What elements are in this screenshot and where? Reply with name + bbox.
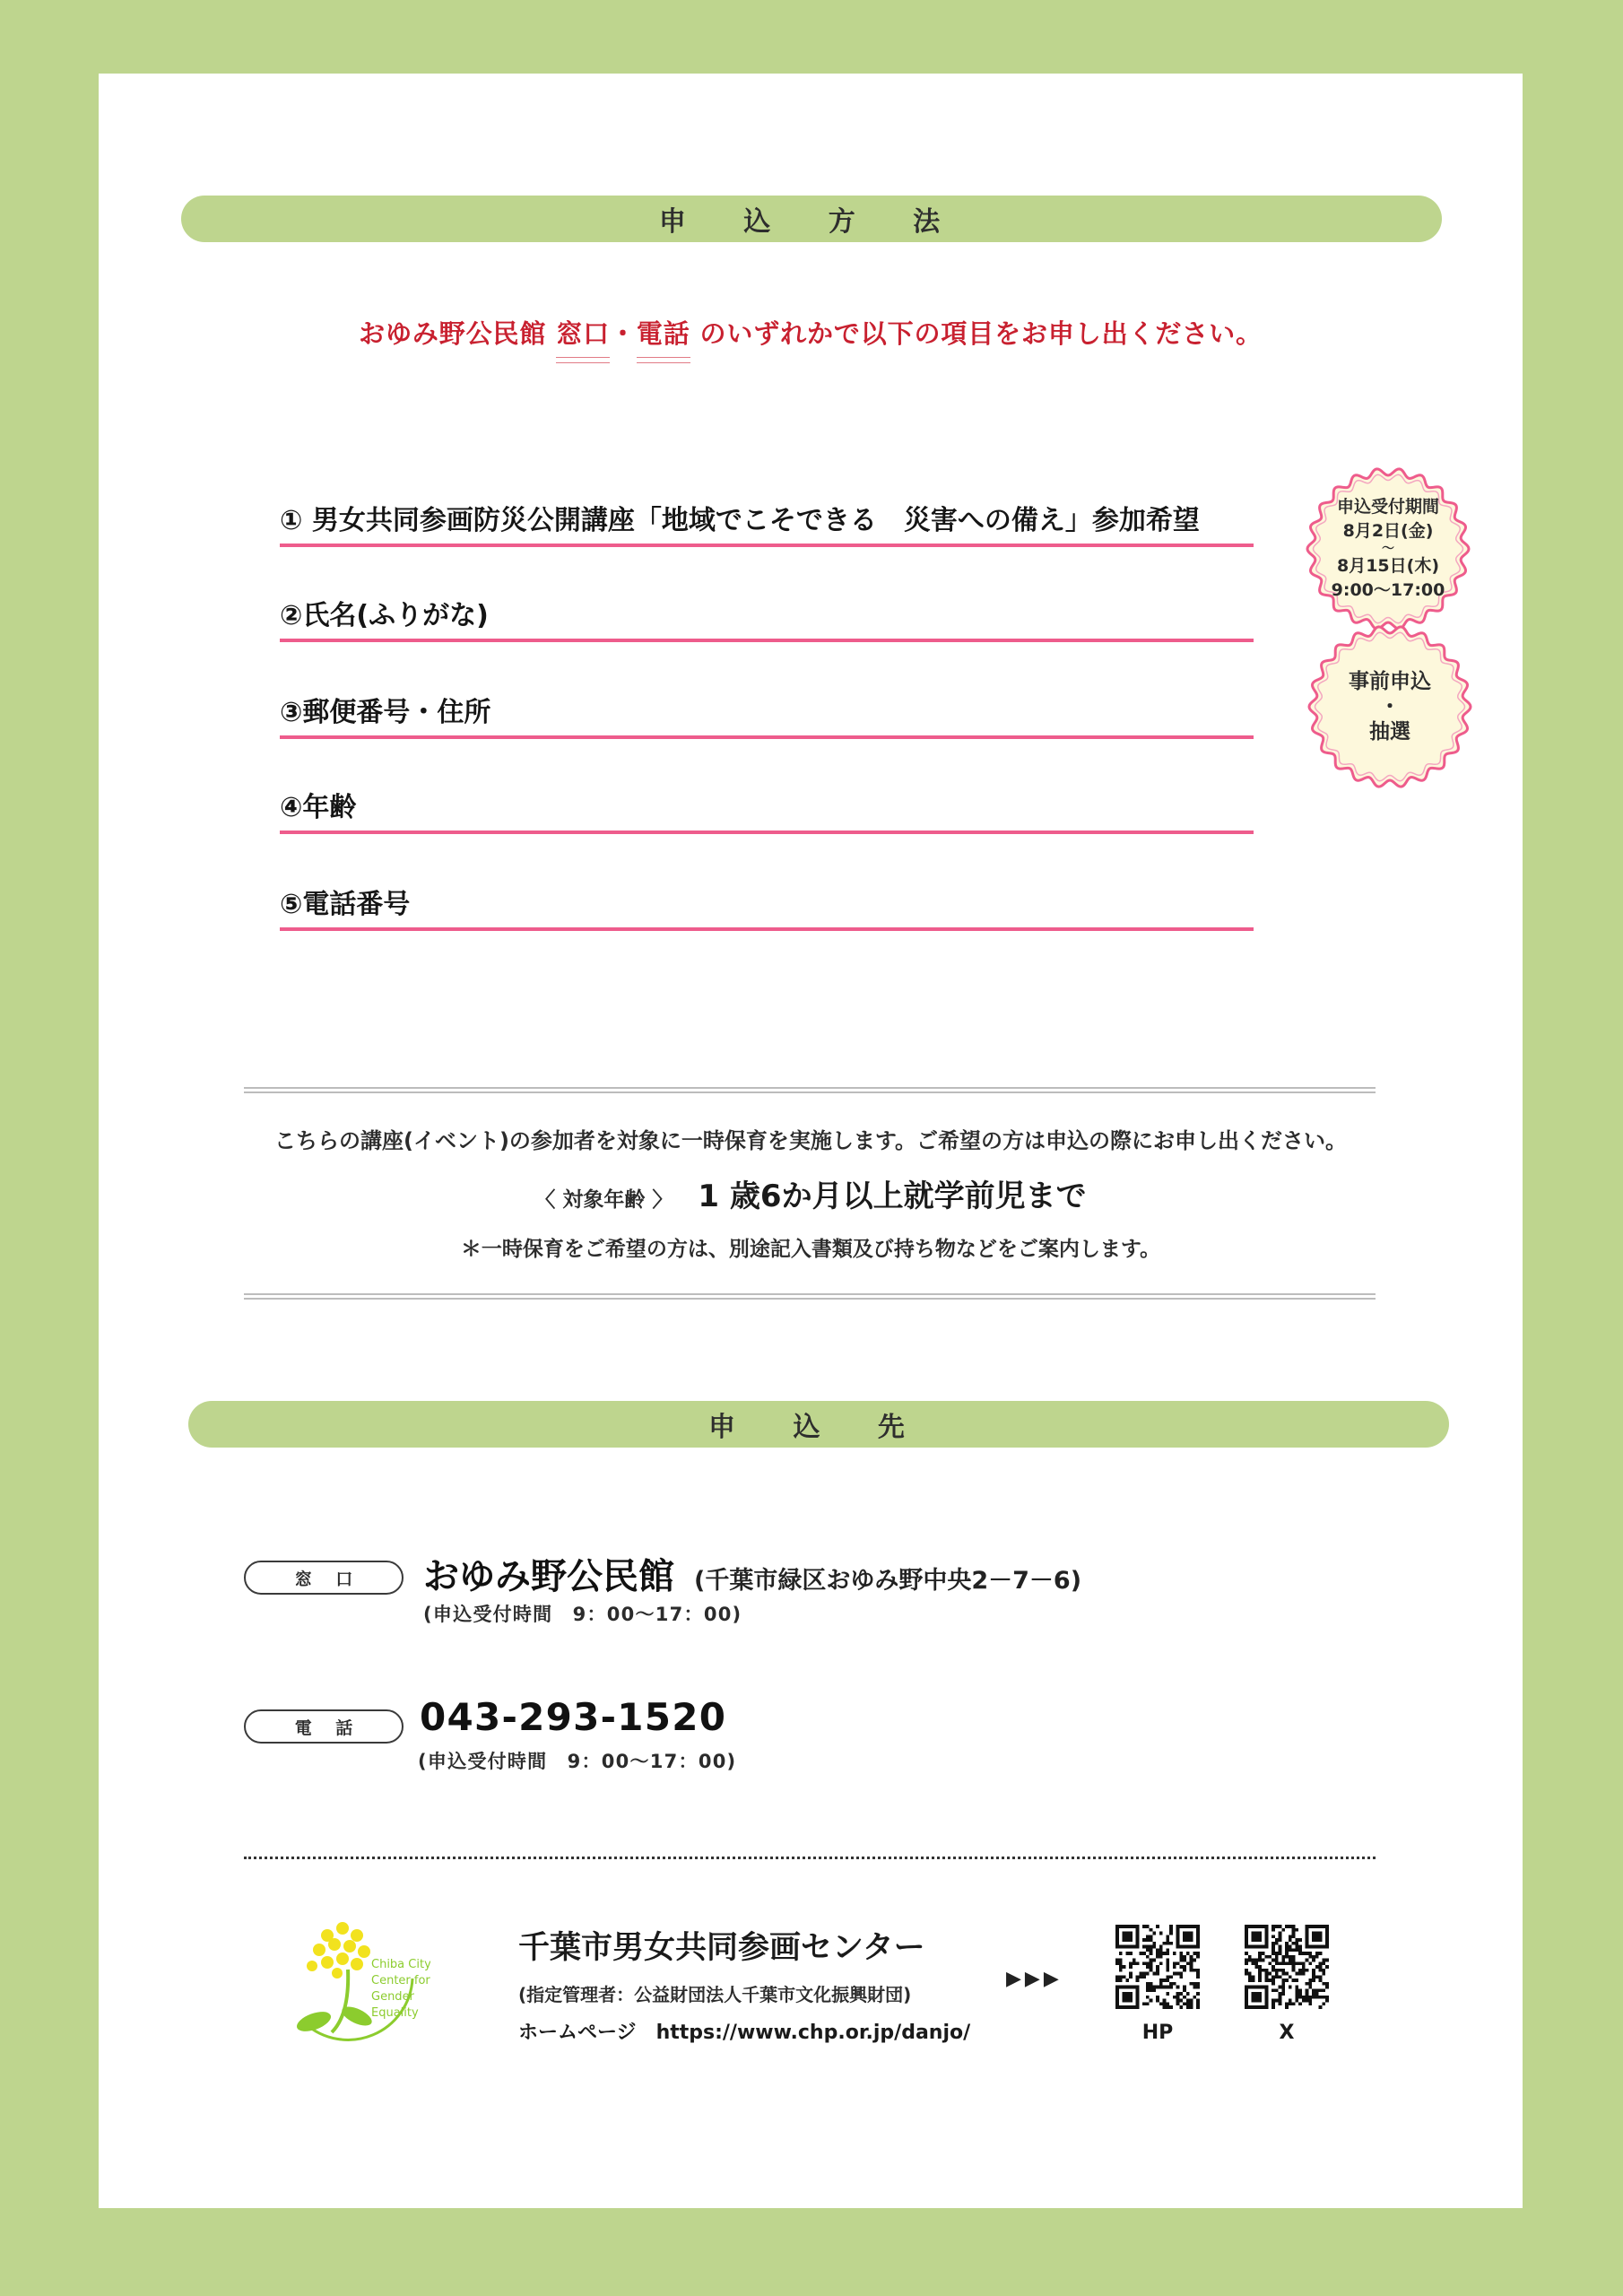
homepage-url[interactable]: https://www.chp.or.jp/danjo/ <box>655 2022 971 2044</box>
lottery-badge <box>1306 622 1474 791</box>
period-wave: ～ <box>1382 542 1394 556</box>
homepage-label: ホームページ <box>518 2022 637 2044</box>
item-name: ②氏名(ふりがな) <box>280 599 1254 642</box>
qr-code-x-icon[interactable] <box>1245 1925 1329 2009</box>
window-hours: (申込受付時間 9：00～17：00) <box>423 1604 742 1625</box>
apply-destination-header: 申 込 先 <box>188 1401 1449 1448</box>
arrows-icon: ▶▶▶ <box>1006 1968 1063 1990</box>
childcare-age-tag: 〈 対象年齢 〉 <box>534 1188 673 1212</box>
intro-prefix: おゆみ野公民館 <box>359 318 557 349</box>
rapeseed-flower-icon <box>278 1916 430 2050</box>
lottery-line2: 抽選 <box>1369 720 1410 744</box>
intro-method-phone: 電話 <box>637 314 690 351</box>
period-title: 申込受付期間 <box>1336 497 1439 517</box>
period-hours: 9:00～17:00 <box>1331 580 1445 600</box>
venue-name: おゆみ野公民館 <box>423 1556 674 1597</box>
childcare-divider-top <box>244 1087 1376 1093</box>
apply-intro <box>99 314 1523 351</box>
period-start: 8月2日(金) <box>1342 521 1434 541</box>
intro-suffix: のいずれかで以下の項目をお申し出ください。 <box>690 318 1263 349</box>
center-logo <box>278 1916 430 2050</box>
phone-hours: (申込受付時間 9：00～17：00) <box>418 1751 737 1772</box>
qr-label-hp: HP <box>1141 2022 1174 2044</box>
qr-code-hp-icon[interactable] <box>1115 1925 1200 2009</box>
childcare-text: こちらの講座(イベント)の参加者を対象に一時保育を実施します。ご希望の方は申込の際にお申し出ください。 <box>273 1128 1347 1153</box>
intro-separator: ・ <box>609 318 637 349</box>
footer-divider <box>244 1857 1376 1859</box>
period-badge <box>1304 465 1472 633</box>
org-homepage <box>518 2017 970 2045</box>
item-course: ① 男女共同参画防災公開講座「地域でこそできる 災害への備え」参加希望 <box>280 504 1254 547</box>
logo-text-3: Gender <box>371 1990 414 2004</box>
venue-info <box>423 1548 1081 1599</box>
org-manager: (指定管理者：公益財団法人千葉市文化振興財団) <box>518 1984 912 2005</box>
logo-text-1: Chiba City <box>371 1958 430 1971</box>
phone-number: 043-293-1520 <box>420 1695 727 1739</box>
item-age: ④年齢 <box>280 791 1254 834</box>
org-name: 千葉市男女共同参画センター <box>518 1930 925 1966</box>
childcare-divider-bottom <box>244 1293 1376 1300</box>
childcare-age-value: 1 歳6か月以上就学前児まで <box>698 1178 1087 1214</box>
venue-address: (千葉市緑区おゆみ野中央2－7－6) <box>694 1567 1082 1595</box>
logo-text-2: Center for <box>371 1974 430 1987</box>
flyer-page <box>99 74 1523 2208</box>
qr-label-x: X <box>1279 2022 1295 2044</box>
phone-label-pill: 電話 <box>244 1709 404 1744</box>
intro-method-window: 窓口 <box>556 314 610 351</box>
period-end: 8月15日(木) <box>1336 556 1440 576</box>
item-address: ③郵便番号・住所 <box>280 696 1254 739</box>
lottery-line1: 事前申込 <box>1349 670 1431 693</box>
apply-method-header: 申 込 方 法 <box>181 196 1442 242</box>
logo-text-4: Equality <box>371 2006 419 2020</box>
lottery-dot: ・ <box>1379 695 1401 718</box>
org-info <box>518 1923 970 2045</box>
window-label-pill: 窓口 <box>244 1561 404 1595</box>
item-phone: ⑤電話番号 <box>280 888 1254 931</box>
childcare-age <box>99 1171 1523 1215</box>
childcare-note: ＊一時保育をご希望の方は、別途記入書類及び持ち物などをご案内します。 <box>460 1238 1161 1261</box>
